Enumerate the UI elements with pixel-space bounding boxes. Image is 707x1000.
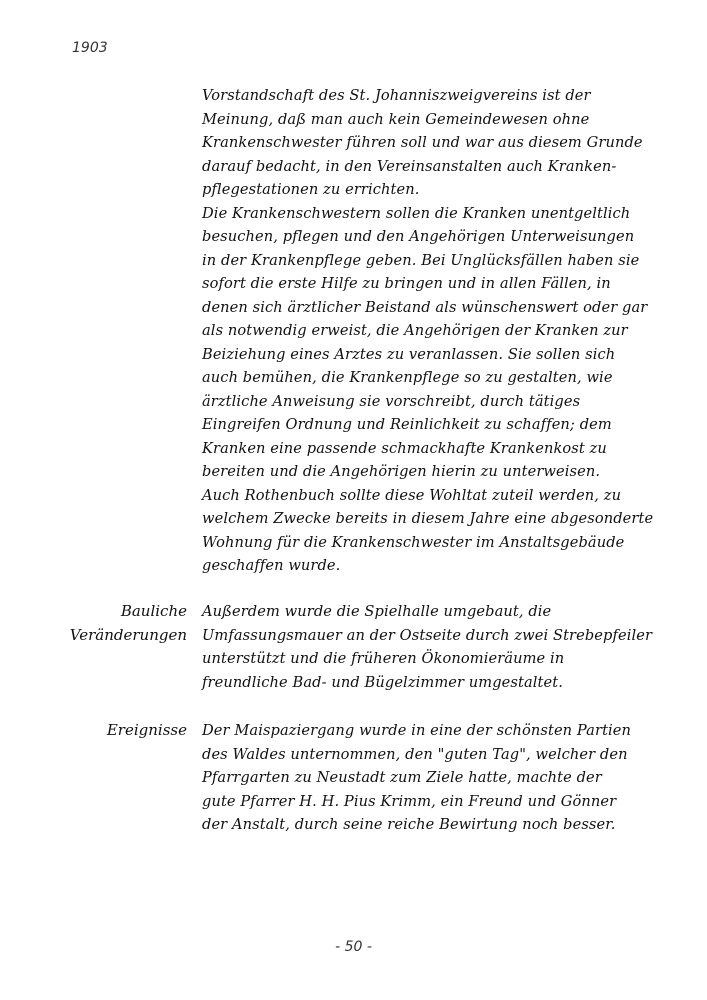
section-body — [202, 600, 653, 694]
text-line: darauf bedacht, in den Vereinsanstalten auch Kranken- — [202, 157, 617, 175]
margin-label — [27, 600, 187, 647]
text-line: bereiten und die Angehörigen hierin zu unterweisen. — [202, 463, 601, 480]
text-line: Meinung, daß man auch kein Gemeindewesen ohne — [202, 110, 590, 128]
text-line: pflegestationen zu errichten. — [202, 181, 420, 198]
text-line: Pfarrgarten zu Neustadt zum Ziele hatte, machte der — [202, 769, 602, 786]
text-line: Außerdem wurde die Spielhalle umgebaut, die — [202, 603, 552, 620]
text-line: sofort die erste Hilfe zu bringen und in allen Fällen, in — [202, 275, 611, 292]
text-line: auch bemühen, die Krankenpflege so zu gestalten, wie — [202, 369, 613, 386]
text-line: Umfassungsmauer an der Ostseite durch zwei Strebepfeiler — [202, 626, 653, 644]
text-line: Auch Rothenbuch sollte diese Wohltat zuteil werden, zu — [202, 486, 622, 504]
margin-label-line: Bauliche — [120, 602, 187, 620]
text-line: welchem Zwecke bereits in diesem Jahre eine abgesonderte — [202, 510, 654, 527]
text-line: Die Krankenschwestern sollen die Kranken unentgeltlich — [202, 204, 631, 222]
margin-label — [27, 719, 187, 743]
year-heading: 1903 — [72, 40, 108, 56]
text-line: denen sich ärztlicher Beistand als wünschenswert oder gar — [202, 298, 648, 316]
text-line: Der Maispaziergang wurde in eine der schönsten Partien — [202, 722, 632, 739]
section-body — [202, 719, 642, 837]
text-line: in der Krankenpflege geben. Bei Unglücksfällen haben sie — [202, 251, 640, 269]
text-line: der Anstalt, durch seine reiche Bewirtung noch besser. — [202, 816, 616, 833]
text-line: Eingreifen Ordnung und Reinlichkeit zu schaffen; dem — [202, 416, 612, 433]
section-body — [202, 84, 654, 578]
text-line: Vorstandschaft des St. Johanniszweigvereins ist der — [202, 87, 591, 104]
text-line: des Waldes unternommen, den "guten Tag", welcher den — [202, 745, 628, 763]
margin-label-line: Ereignisse — [106, 721, 187, 739]
text-line: besuchen, pflegen und den Angehörigen Unterweisungen — [202, 228, 635, 245]
text-line: als notwendig erweist, die Angehörigen der Kranken zur — [202, 322, 628, 339]
text-line: unterstützt und die früheren Ökonomieräume in — [202, 650, 565, 667]
text-line: ärztliche Anweisung sie vorschreibt, durch tätiges — [202, 392, 581, 410]
text-line: gute Pfarrer H. H. Pius Krimm, ein Freund und Gönner — [202, 792, 617, 810]
text-line: Beiziehung eines Arztes zu veranlassen. Sie sollen sich — [202, 345, 616, 363]
text-line: freundliche Bad- und Bügelzimmer umgestaltet. — [202, 673, 563, 691]
page-number: - 50 - — [335, 939, 372, 955]
text-line: Wohnung für die Krankenschwester im Anstaltsgebäude — [202, 533, 625, 551]
text-line: Kranken eine passende schmackhafte Krankenkost zu — [202, 439, 607, 457]
text-line: Krankenschwester führen soll und war aus diesem Grunde — [202, 134, 643, 151]
text-line: geschaffen wurde. — [202, 557, 341, 574]
margin-label-line: Veränderungen — [69, 625, 187, 644]
